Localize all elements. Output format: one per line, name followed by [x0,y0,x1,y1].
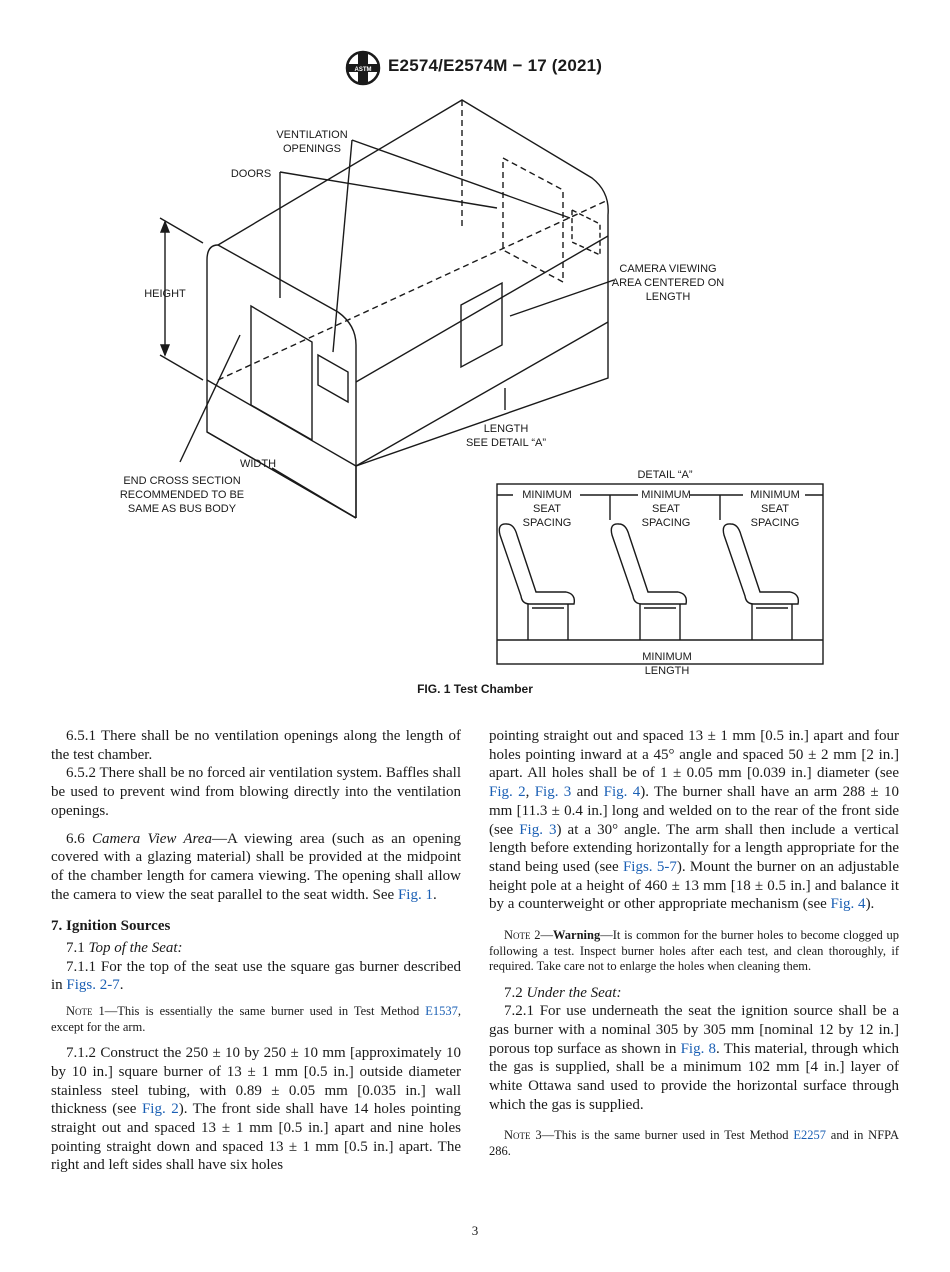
door-shape [251,306,312,440]
note-3-body: 3—This is the same burner used in Test Method [530,1128,794,1143]
camera-leader [510,280,614,316]
front-end-corner [207,245,218,260]
para-6-6-lead: 6.6 [66,830,92,847]
seat-spacing-1-line1: MINIMUM [522,489,572,501]
seat-1 [499,524,574,604]
para-7-1-1-body: 7.1.1 For the top of the seat use the square gas burner described in [51,958,461,994]
para-6-6-body: —A viewing area (such as an opening covered with a glazing material) shall be provided at the midpoint of the chamber length for camera viewing. The opening shall allow the camera to view the seat parallel to the seat width. See [51,830,462,903]
para-6-6 [51,830,461,905]
section-7-heading: 7. Ignition Sources [51,918,171,935]
note-3-end: and in NFPA 286. [489,1128,899,1158]
label-camera-2: AREA CENTERED ON [611,277,725,289]
height-ext-bottom [160,355,203,380]
chamber-drawing [160,100,614,518]
height-arrow-top [161,222,169,232]
para-7-2-1-a: 7.2.1 For use underneath the seat the ignition source shall be a gas burner with a nominal 305 by 305 mm [nominal 12 by 12 in.] porous top surface as shown in [489,1003,899,1057]
label-end-3: SAME AS BUS BODY [127,503,237,515]
para-7-2-1 [489,1002,899,1114]
para-7-1-2-g: ). [865,896,875,913]
seat-2 [611,524,686,604]
seat-spacing-3-line3: SPACING [750,517,800,529]
label-ventilation-2: OPENINGS [282,143,342,155]
para-6-5-1: 6.5.1 There shall be no ventilation openings along the length of the test chamber. [51,728,461,763]
camera-window-shape [461,283,502,367]
label-doors: DOORS [230,168,272,180]
label-camera-3: LENGTH [645,291,691,303]
detail-title: DETAIL “A” [637,469,693,481]
left-column [51,727,461,1175]
note-1-label: Note [66,1004,93,1019]
note-1-end: , except for the arm. [51,1004,461,1034]
right-column [489,727,899,1168]
link-e1537[interactable]: E1537 [425,1004,458,1019]
para-7-1-2-d: ). The burner shall have an arm 288 ± 10 mm [11.3 ± 0.4 in.] long and welded on to the rear of the front side (see [489,784,899,838]
label-length-1: LENGTH [483,423,529,435]
min-length-line2: LENGTH [644,665,690,677]
width-dimension-line [272,468,356,518]
note-2-label: Note [504,928,531,943]
link-fig-2-b[interactable]: Fig. 2 [489,784,526,801]
para-7-2 [489,984,899,1003]
logo-text: ASTM [354,67,372,73]
hidden-door [503,158,563,282]
link-fig-3-b[interactable]: Fig. 3 [519,821,557,838]
document-id: E2574/E2574M − 17 (2021) [388,56,603,75]
seat-2-legs [640,604,680,640]
link-fig-1[interactable]: Fig. 1 [397,886,433,903]
para-6-6-title: Camera View Area [91,830,212,847]
para-7-1 [51,939,461,958]
page-header [0,50,950,86]
seat-3-legs [752,604,792,640]
link-figs-5-7[interactable]: Figs. 5-7 [622,858,677,875]
min-length-line1: MINIMUM [642,651,692,663]
label-end-1: END CROSS SECTION [123,475,241,487]
hidden-line-long [218,200,608,380]
para-7-2-title: Under the Seat: [526,984,622,1001]
note-1 [51,1004,461,1035]
sep-1: , [525,784,535,801]
vent-shape [318,355,348,402]
para-7-1-2-a: 7.1.2 Construct the 250 ± 10 by 250 ± 10 mm [approximately 10 by 10 in.] square burner of 13 ± 1 mm [0.5 in.] outside diameter stainless steel tubing, with 0.89 ± 0.05 mm [0.035 in.] wall thickness (see [51,1045,461,1118]
label-length-2: SEE DETAIL “A” [465,437,547,449]
label-ventilation-1: VENTILATION [276,129,348,141]
seat-spacing-2-line3: SPACING [641,517,691,529]
page-number: 3 [471,1223,479,1238]
end-section-leader [180,335,240,462]
para-7-1-title: Top of the Seat: [88,940,183,957]
note-2 [489,928,899,975]
para-6-6-end: . [432,886,437,903]
sep-2: and [571,784,604,801]
label-width: WIDTH [239,458,277,470]
note-2-num: 2— [530,928,553,943]
para-7-1-2-b: ). The front side shall have 14 holes pointing straight out and spaced 13 ± 1 mm [0.5 in.] apart and nine holes pointing straight down and spaced 13 ± 1 mm [0.5 in.] apart. The right and left sides shall have six holes [51,1101,461,1174]
note-1-body: 1—This is essentially the same burner used in Test Method [92,1004,426,1019]
link-fig-4[interactable]: Fig. 4 [603,784,641,801]
seat-spacing-3-line2: SEAT [761,503,789,515]
note-2-warning: Warning [552,928,601,943]
label-height: HEIGHT [144,288,186,300]
front-end-right-edge [338,312,356,518]
para-7-1-2-c: pointing straight out and spaced 13 ± 1 mm [0.5 in.] apart and four holes pointing inward at a 45° angle and spaced 50 ± 2 mm [2 in.] apart. All holes shall be of 1 ± 0.05 mm [0.039 in.] diameter (see [489,728,899,782]
para-7-1-2-cont [489,727,899,914]
para-7-1-2-e: ) at a 30° angle. The arm shall then include a vertical length before extending horizontally for a length appropriate for the stand being used (see [489,821,900,875]
para-6-5-2: 6.5.2 There shall be no forced air ventilation system. Baffles shall be used to prevent wind from blowing directly into the ventilation openings. [51,765,461,819]
height-arrow-bottom [161,345,169,355]
seat-spacing-1-line3: SPACING [522,517,572,529]
label-end-2: RECOMMENDED TO BE [119,489,245,501]
astm-logo-icon [344,50,382,86]
seat-3 [723,524,798,604]
test-chamber-figure [0,90,950,680]
chamber-top-front-edge [218,245,338,312]
seat-spacing-2-line2: SEAT [652,503,680,515]
link-fig-4-b[interactable]: Fig. 4 [830,896,866,913]
doors-leader-2 [280,172,497,208]
link-fig-8[interactable]: Fig. 8 [680,1040,717,1057]
label-camera-1: CAMERA VIEWING [619,263,717,275]
para-7-1-2 [51,1044,461,1175]
note-3 [489,1128,899,1159]
para-7-1-2-f: ). Mount the burner on an adjustable height pole at a height of 460 ± 13 mm [18 ± 0.5 in.] and balance it by a counterweight or other appropriate mechanism (see [489,858,899,913]
para-7-1-1-end: . [119,977,124,994]
seat-spacing-1-line2: SEAT [533,503,561,515]
link-figs-2-7[interactable]: Figs. 2-7 [66,977,120,994]
para-7-2-lead: 7.2 [504,984,527,1001]
note-3-label: Note [504,1128,531,1143]
para-7-1-lead: 7.1 [66,940,89,957]
seat-1-legs [528,604,568,640]
seat-spacing-2-line1: MINIMUM [641,489,691,501]
figure-caption: FIG. 1 Test Chamber [417,682,533,696]
para-7-2-1-b: . This material, through which the gas is supplied, shall be a minimum 102 mm [4 in.] layer of white Ottawa sand used to provide the horizontal surface through which the gas is supplied. [489,1040,900,1113]
seat-spacing-3-line1: MINIMUM [750,489,800,501]
vent-leader-2 [352,140,570,218]
para-7-1-1 [51,958,461,995]
link-fig-2[interactable]: Fig. 2 [141,1101,179,1118]
link-fig-3[interactable]: Fig. 3 [534,784,572,801]
link-e2257[interactable]: E2257 [793,1128,826,1143]
note-2-body: —It is common for the burner holes to become clogged up following a test. Inspect burner holes after each test, and clean thoroughly, if required. Take care not to enlarge the holes when cleaning them. [489,928,899,974]
